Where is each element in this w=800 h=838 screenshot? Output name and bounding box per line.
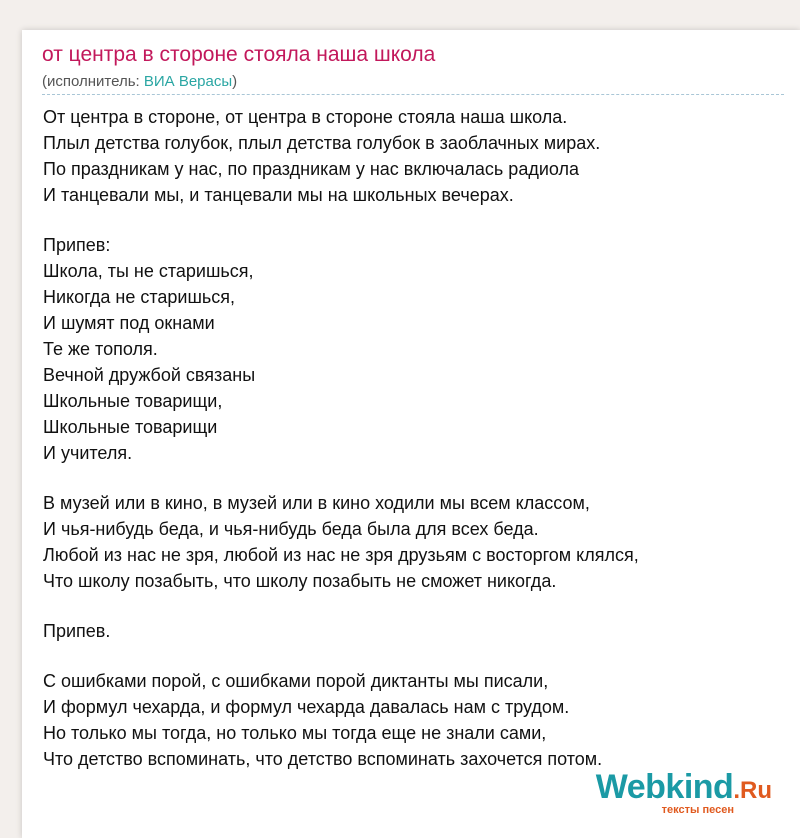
lyric-line: И шумят под окнами xyxy=(43,313,215,333)
lyric-line: И формул чехарда, и формул чехарда давалась нам с трудом. xyxy=(43,697,570,717)
stanza-gap xyxy=(43,466,639,490)
song-title: от центра в стороне стояла наша школа xyxy=(42,43,436,66)
stanza-gap xyxy=(43,208,639,232)
lyric-line: По праздникам у нас, по праздникам у нас включалась радиола xyxy=(43,159,580,179)
lyric-line: И чья-нибудь беда, и чья-нибудь беда была для всех беда. xyxy=(43,519,539,539)
logo-wordmark xyxy=(596,770,772,808)
artist-link[interactable]: ВИА Верасы xyxy=(143,73,233,90)
lyric-line: Никогда не старишься, xyxy=(43,287,236,307)
logo-main-text: Webkind xyxy=(595,768,734,806)
lyric-line: Плыл детства голубок, плыл детства голубок в заоблачных мирах. xyxy=(43,133,601,153)
lyric-line: Школьные товарищи, xyxy=(43,391,223,411)
lyric-line: Но только мы тогда, но только мы тогда еще не знали сами, xyxy=(43,723,547,743)
lyric-line: В музей или в кино, в музей или в кино ходили мы всем классом, xyxy=(43,493,590,513)
lyric-line: Что школу позабыть, что школу позабыть не сможет никогда. xyxy=(43,571,557,591)
lyric-line: Припев. xyxy=(43,621,111,641)
lyric-line: Школьные товарищи xyxy=(43,417,218,437)
lyric-line: Что детство вспоминать, что детство вспоминать захочется потом. xyxy=(43,749,603,769)
lyric-line: Вечной дружбой связаны xyxy=(43,365,256,385)
logo-subtitle: тексты песен xyxy=(661,804,734,816)
lyric-line: От центра в стороне, от центра в стороне стояла наша школа. xyxy=(43,107,568,127)
lyric-line: С ошибками порой, с ошибками порой диктанты мы писали, xyxy=(43,671,549,691)
artist-suffix: ) xyxy=(232,73,238,90)
lyric-line: Любой из нас не зря, любой из нас не зря друзьям с восторгом клялся, xyxy=(43,545,639,565)
lyric-line: Те же тополя. xyxy=(43,339,158,359)
stanza-gap xyxy=(43,594,639,618)
site-logo[interactable] xyxy=(596,770,772,816)
logo-suffix: .Ru xyxy=(733,777,772,804)
lyric-line: Припев: xyxy=(43,235,111,255)
divider xyxy=(42,94,784,95)
stanza-gap xyxy=(43,644,639,668)
lyric-line: Школа, ты не старишься, xyxy=(43,261,254,281)
lyric-line: И танцевали мы, и танцевали мы на школьных вечерах. xyxy=(43,185,514,205)
lyrics-body xyxy=(43,104,639,772)
artist-line xyxy=(42,73,237,90)
artist-prefix: (исполнитель: xyxy=(42,73,144,90)
lyric-line: И учителя. xyxy=(43,443,133,463)
